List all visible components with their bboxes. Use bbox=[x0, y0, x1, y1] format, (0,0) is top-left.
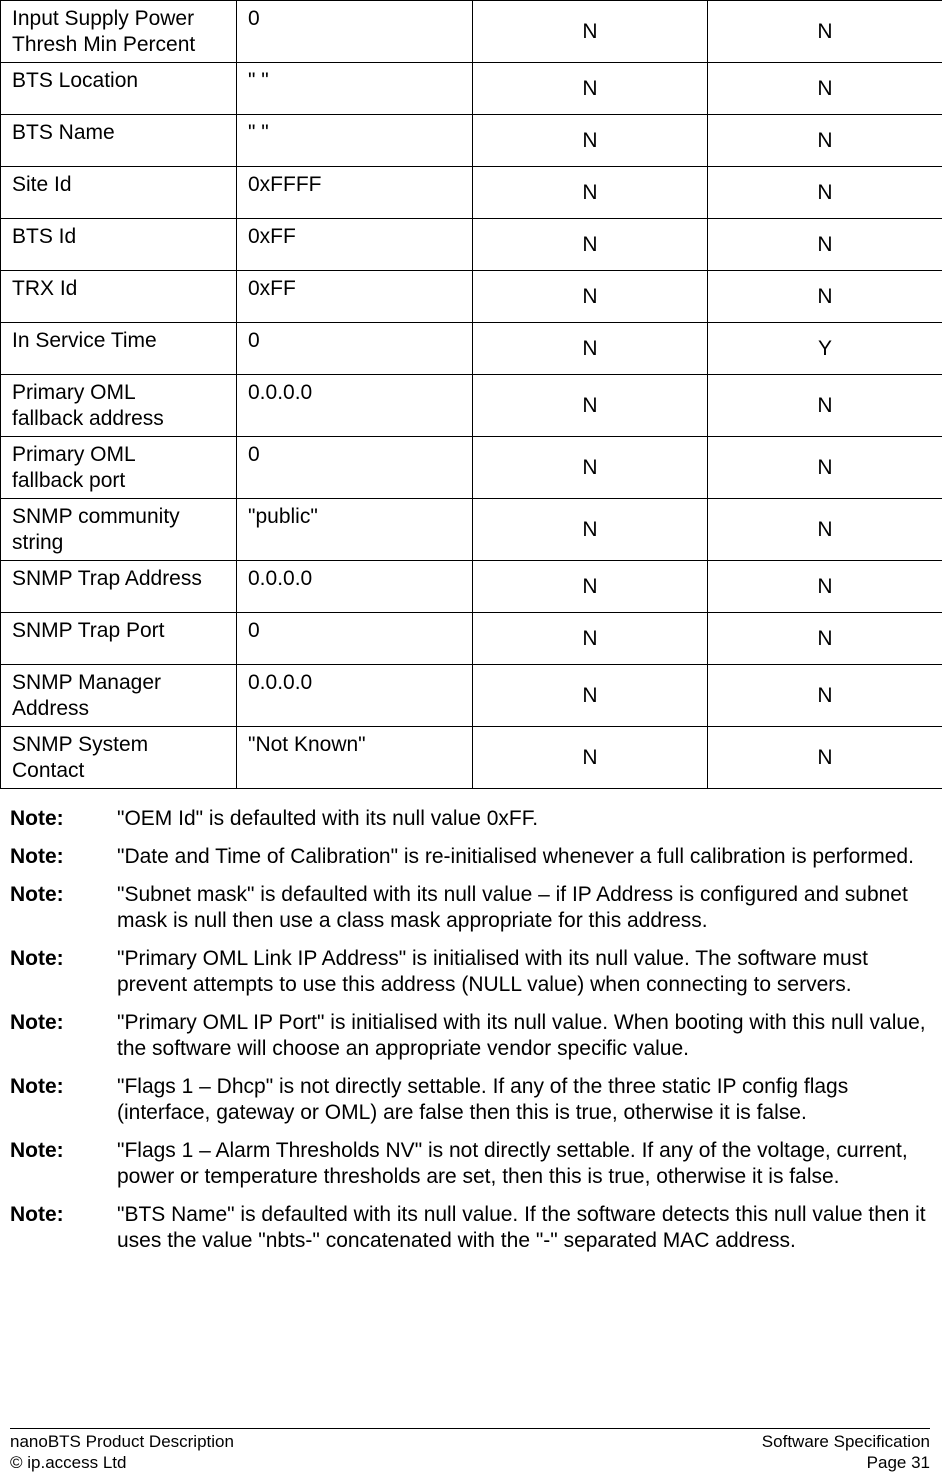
flag-value: N bbox=[708, 219, 942, 271]
note-text: "Subnet mask" is defaulted with its null value – if IP Address is configured and subnet mask is null then use a class mask appropriate for this address. bbox=[117, 882, 936, 934]
default-value: 0 bbox=[237, 1, 473, 63]
parameter-name: In Service Time bbox=[1, 323, 237, 375]
note-item bbox=[10, 844, 936, 870]
flag-value: N bbox=[708, 271, 942, 323]
note-item bbox=[10, 1074, 936, 1126]
default-value: 0.0.0.0 bbox=[237, 561, 473, 613]
parameter-name: TRX Id bbox=[1, 271, 237, 323]
flag-value: N bbox=[473, 437, 708, 499]
note-text: "Date and Time of Calibration" is re-initialised whenever a full calibration is performed. bbox=[117, 844, 936, 870]
parameter-name: Input Supply Power Thresh Min Percent bbox=[1, 1, 237, 63]
flag-value: N bbox=[473, 561, 708, 613]
parameter-name: BTS Name bbox=[1, 115, 237, 167]
parameter-name: SNMP System Contact bbox=[1, 727, 237, 789]
note-text: "Flags 1 – Alarm Thresholds NV" is not directly settable. If any of the voltage, current, power or temperature thresholds are set, then this is true, otherwise it is false. bbox=[117, 1138, 936, 1190]
flag-value: N bbox=[708, 167, 942, 219]
note-item bbox=[10, 946, 936, 998]
flag-value: N bbox=[473, 499, 708, 561]
table-row bbox=[1, 613, 942, 665]
table-row bbox=[1, 499, 942, 561]
note-text: "OEM Id" is defaulted with its null value 0xFF. bbox=[117, 806, 936, 832]
flag-value: N bbox=[708, 1, 942, 63]
flag-value: N bbox=[708, 63, 942, 115]
flag-value: N bbox=[708, 613, 942, 665]
footer-row-top bbox=[10, 1431, 930, 1452]
flag-value: N bbox=[473, 219, 708, 271]
note-text: "Primary OML Link IP Address" is initialised with its null value. The software must prevent attempts to use this address (NULL value) when connecting to servers. bbox=[117, 946, 936, 998]
flag-value: N bbox=[473, 271, 708, 323]
note-text: "BTS Name" is defaulted with its null value. If the software detects this null value then it uses the value "nbts-" concatenated with the "-" separated MAC address. bbox=[117, 1202, 936, 1254]
flag-value: N bbox=[473, 613, 708, 665]
table-row bbox=[1, 323, 942, 375]
default-value: "public" bbox=[237, 499, 473, 561]
parameter-name: Primary OML fallback address bbox=[1, 375, 237, 437]
note-text: "Flags 1 – Dhcp" is not directly settable. If any of the three static IP config flags (interface, gateway or OML) are false then this is true, otherwise it is false. bbox=[117, 1074, 936, 1126]
flag-value: N bbox=[473, 665, 708, 727]
flag-value: N bbox=[473, 375, 708, 437]
default-value: 0.0.0.0 bbox=[237, 665, 473, 727]
default-value: 0xFF bbox=[237, 271, 473, 323]
flag-value: N bbox=[708, 499, 942, 561]
table-row bbox=[1, 219, 942, 271]
default-value: 0 bbox=[237, 323, 473, 375]
flag-value: N bbox=[708, 375, 942, 437]
parameter-name: BTS Id bbox=[1, 219, 237, 271]
table-row bbox=[1, 437, 942, 499]
note-label: Note: bbox=[10, 1010, 117, 1062]
parameter-name: SNMP Manager Address bbox=[1, 665, 237, 727]
footer-section: Software Specification bbox=[762, 1431, 930, 1452]
parameters-table-body bbox=[1, 1, 942, 789]
default-value: 0xFF bbox=[237, 219, 473, 271]
parameter-name: SNMP Trap Port bbox=[1, 613, 237, 665]
flag-value: N bbox=[708, 727, 942, 789]
footer-product: nanoBTS Product Description bbox=[10, 1431, 234, 1452]
note-item bbox=[10, 882, 936, 934]
flag-value: N bbox=[473, 167, 708, 219]
flag-value: N bbox=[473, 63, 708, 115]
default-value: 0xFFFF bbox=[237, 167, 473, 219]
parameter-name: Site Id bbox=[1, 167, 237, 219]
table-row bbox=[1, 271, 942, 323]
table-row bbox=[1, 1, 942, 63]
note-item bbox=[10, 1202, 936, 1254]
flag-value: N bbox=[473, 323, 708, 375]
default-value: " " bbox=[237, 115, 473, 167]
note-label: Note: bbox=[10, 844, 117, 870]
table-row bbox=[1, 167, 942, 219]
table-row bbox=[1, 727, 942, 789]
table-row bbox=[1, 63, 942, 115]
default-value: " " bbox=[237, 63, 473, 115]
note-text: "Primary OML IP Port" is initialised with its null value. When booting with this null value, the software will choose an appropriate vendor specific value. bbox=[117, 1010, 936, 1062]
note-item bbox=[10, 1010, 936, 1062]
parameter-name: SNMP Trap Address bbox=[1, 561, 237, 613]
note-label: Note: bbox=[10, 882, 117, 934]
flag-value: N bbox=[708, 115, 942, 167]
flag-value: Y bbox=[708, 323, 942, 375]
flag-value: N bbox=[473, 115, 708, 167]
parameter-name: Primary OML fallback port bbox=[1, 437, 237, 499]
note-label: Note: bbox=[10, 1138, 117, 1190]
table-row bbox=[1, 375, 942, 437]
note-item bbox=[10, 1138, 936, 1190]
parameter-name: BTS Location bbox=[1, 63, 237, 115]
parameter-name: SNMP community string bbox=[1, 499, 237, 561]
flag-value: N bbox=[473, 727, 708, 789]
flag-value: N bbox=[708, 665, 942, 727]
page-footer bbox=[10, 1428, 930, 1473]
flag-value: N bbox=[708, 437, 942, 499]
note-label: Note: bbox=[10, 1202, 117, 1254]
note-label: Note: bbox=[10, 946, 117, 998]
footer-page-number: Page 31 bbox=[867, 1452, 930, 1473]
table-row bbox=[1, 561, 942, 613]
note-item bbox=[10, 806, 936, 832]
notes-section bbox=[10, 806, 936, 1266]
flag-value: N bbox=[708, 561, 942, 613]
default-value: 0 bbox=[237, 437, 473, 499]
note-label: Note: bbox=[10, 806, 117, 832]
table-row bbox=[1, 665, 942, 727]
note-label: Note: bbox=[10, 1074, 117, 1126]
flag-value: N bbox=[473, 1, 708, 63]
footer-copyright: © ip.access Ltd bbox=[10, 1452, 126, 1473]
table-row bbox=[1, 115, 942, 167]
default-value: 0.0.0.0 bbox=[237, 375, 473, 437]
default-value: "Not Known" bbox=[237, 727, 473, 789]
footer-row-bottom bbox=[10, 1452, 930, 1473]
default-value: 0 bbox=[237, 613, 473, 665]
